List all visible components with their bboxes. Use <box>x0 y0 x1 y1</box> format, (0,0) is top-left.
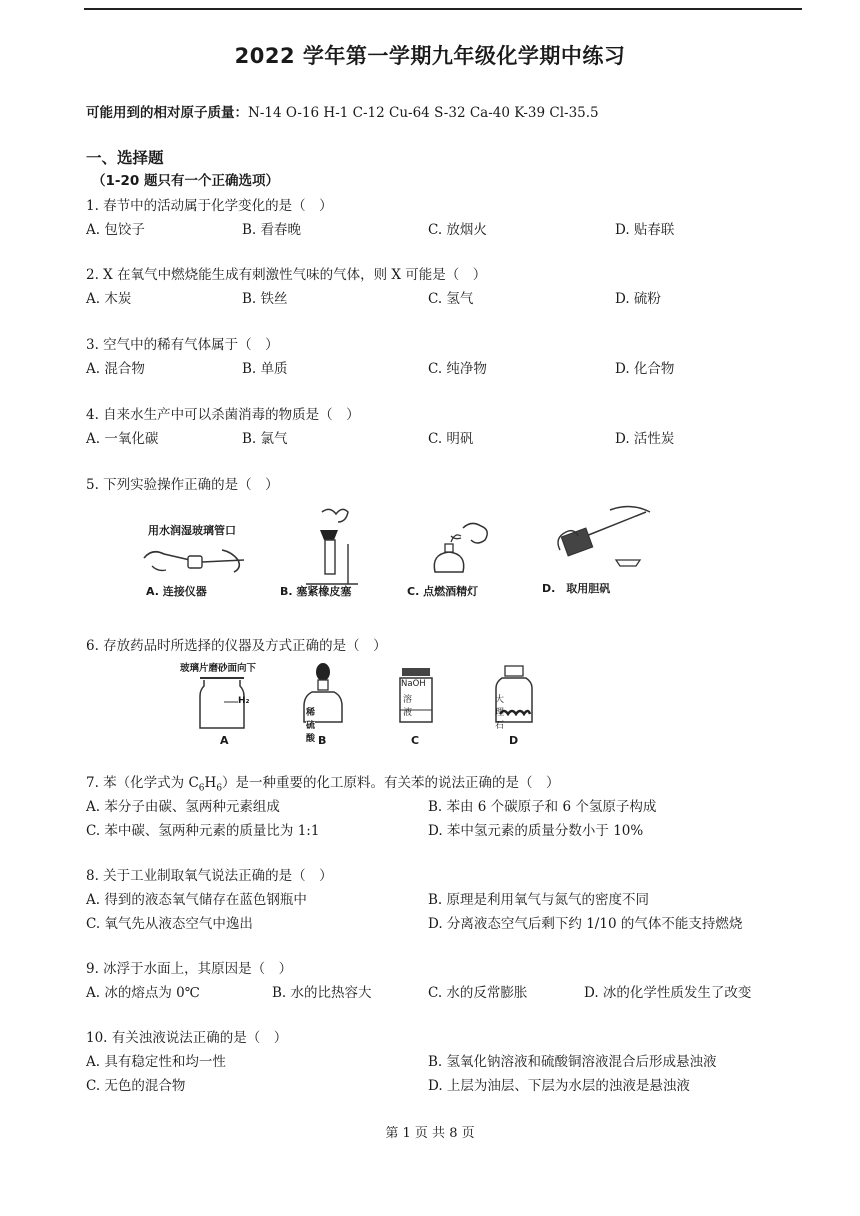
q5-figure-a-note: 用水润湿玻璃管口 <box>148 524 236 537</box>
q6-caption-b: B <box>318 734 327 747</box>
q8-option-b: B. 原理是利用氧气与氮气的密度不同 <box>428 892 650 908</box>
q6-c-label-2: 溶液 <box>403 695 413 718</box>
q2-option-a: A. 木炭 <box>86 291 132 307</box>
q4-option-c: C. 明矾 <box>428 431 474 447</box>
q8-option-d: D. 分离液态空气后剩下约 1/10 的气体不能支持燃烧 <box>428 916 743 932</box>
q6-caption-a: A <box>220 734 229 747</box>
gas-jar-drawing <box>192 672 262 732</box>
q6-figure-a-note: 玻璃片磨砂面向下 <box>180 663 257 674</box>
q2-option-b: B. 铁丝 <box>242 291 288 307</box>
q8-option-c: C. 氧气先从液态空气中逸出 <box>86 916 253 932</box>
question-9-stem: 9. 冰浮于水面上，其原因是（ ） <box>86 961 293 977</box>
q5-caption-d: D. 取用胆矾 <box>542 582 611 595</box>
q3-option-c: C. 纯净物 <box>428 361 487 377</box>
q9-option-a: A. 冰的熔点为 0℃ <box>86 985 200 1001</box>
page-title: 2022 学年第一学期九年级化学期中练习 <box>234 44 626 68</box>
q7-option-b: B. 苯由 6 个碳原子和 6 个氢原子构成 <box>428 799 657 815</box>
page-footer: 第 1 页 共 8 页 <box>385 1126 475 1141</box>
question-2-stem: 2. X 在氧气中燃烧能生成有刺激性气味的气体，则 X 可能是（ ） <box>86 267 487 283</box>
q4-option-b: B. 氯气 <box>242 431 288 447</box>
q5-caption-c: C. 点燃酒精灯 <box>407 585 479 598</box>
q7-stem-part-2: H <box>204 775 217 791</box>
section-heading: 一、选择题 <box>86 149 164 167</box>
q7-option-c: C. 苯中碳、氢两种元素的质量比为 1:1 <box>86 823 320 839</box>
q3-option-d: D. 化合物 <box>615 361 675 377</box>
question-3-stem: 3. 空气中的稀有气体属于（ ） <box>86 337 279 353</box>
q10-option-d: D. 上层为油层、下层为水层的浊液是悬浊液 <box>428 1078 690 1094</box>
q1-option-d: D. 贴春联 <box>615 222 675 238</box>
q6-d-label: 大理石 <box>495 695 505 731</box>
atomic-mass-label: 可能用到的相对原子质量： <box>86 105 248 121</box>
atomic-mass-line <box>86 101 599 121</box>
question-8-stem: 8. 关于工业制取氧气说法正确的是（ ） <box>86 868 333 884</box>
q9-option-c: C. 水的反常膨胀 <box>428 985 528 1001</box>
question-4-stem: 4. 自来水生产中可以杀菌消毒的物质是（ ） <box>86 407 360 423</box>
q9-option-b: B. 水的比热容大 <box>272 985 372 1001</box>
question-1-stem: 1. 春节中的活动属于化学变化的是（ ） <box>86 198 333 214</box>
top-rule <box>84 8 802 10</box>
q7-stem-part-3: ）是一种重要的化工原料。有关苯的说法正确的是（ ） <box>222 775 560 791</box>
q3-option-a: A. 混合物 <box>86 361 145 377</box>
q7-subscript-2: 6 <box>216 783 223 794</box>
q7-stem-part-1: 7. 苯（化学式为 C <box>86 775 199 791</box>
alcohol-lamp-drawing <box>421 516 501 582</box>
q3-option-b: B. 单质 <box>242 361 288 377</box>
q4-option-d: D. 活性炭 <box>615 431 675 447</box>
q10-option-c: C. 无色的混合物 <box>86 1078 186 1094</box>
q4-option-a: A. 一氧化碳 <box>86 431 159 447</box>
q7-subscript-1: 6 <box>198 783 205 794</box>
q6-b-label: 稀硫酸 <box>306 705 315 744</box>
section-note: （1-20 题只有一个正确选项） <box>92 173 279 189</box>
question-5-stem: 5. 下列实验操作正确的是（ ） <box>86 477 279 493</box>
q6-caption-d: D <box>509 734 519 747</box>
atomic-mass-values: N-14 O-16 H-1 C-12 Cu-64 S-32 Ca-40 K-39 Cl-35.5 <box>248 105 599 121</box>
take-copper-sulfate-drawing <box>550 500 660 582</box>
q9-option-d: D. 冰的化学性质发生了改变 <box>584 985 752 1001</box>
q1-option-c: C. 放烟火 <box>428 222 487 238</box>
q10-option-b: B. 氢氧化钠溶液和硫酸铜溶液混合后形成悬浊液 <box>428 1054 717 1070</box>
q8-option-a: A. 得到的液态氧气储存在蓝色钢瓶中 <box>86 892 307 908</box>
q2-option-d: D. 硫粉 <box>615 291 661 307</box>
reagent-bottle-drawing <box>396 666 436 726</box>
q6-h2-label: H₂ <box>238 696 250 706</box>
stopper-drawing <box>302 504 372 594</box>
q7-option-d: D. 苯中氢元素的质量分数小于 10% <box>428 823 644 839</box>
question-10-stem: 10. 有关浊液说法正确的是（ ） <box>86 1030 288 1046</box>
q2-option-c: C. 氢气 <box>428 291 474 307</box>
q7-option-a: A. 苯分子由碳、氢两种元素组成 <box>86 799 280 815</box>
question-7-stem <box>86 771 560 794</box>
q10-option-a: A. 具有稳定性和均一性 <box>86 1054 226 1070</box>
q1-option-a: A. 包饺子 <box>86 222 145 238</box>
question-6-stem: 6. 存放药品时所选择的仪器及方式正确的是（ ） <box>86 638 387 654</box>
q6-c-label-1: NaOH <box>401 679 426 689</box>
q6-caption-c: C <box>411 734 420 747</box>
q1-option-b: B. 看春晚 <box>242 222 302 238</box>
q5-caption-b: B. 塞紧橡皮塞 <box>280 585 352 598</box>
q5-caption-a: A. 连接仪器 <box>146 585 207 598</box>
